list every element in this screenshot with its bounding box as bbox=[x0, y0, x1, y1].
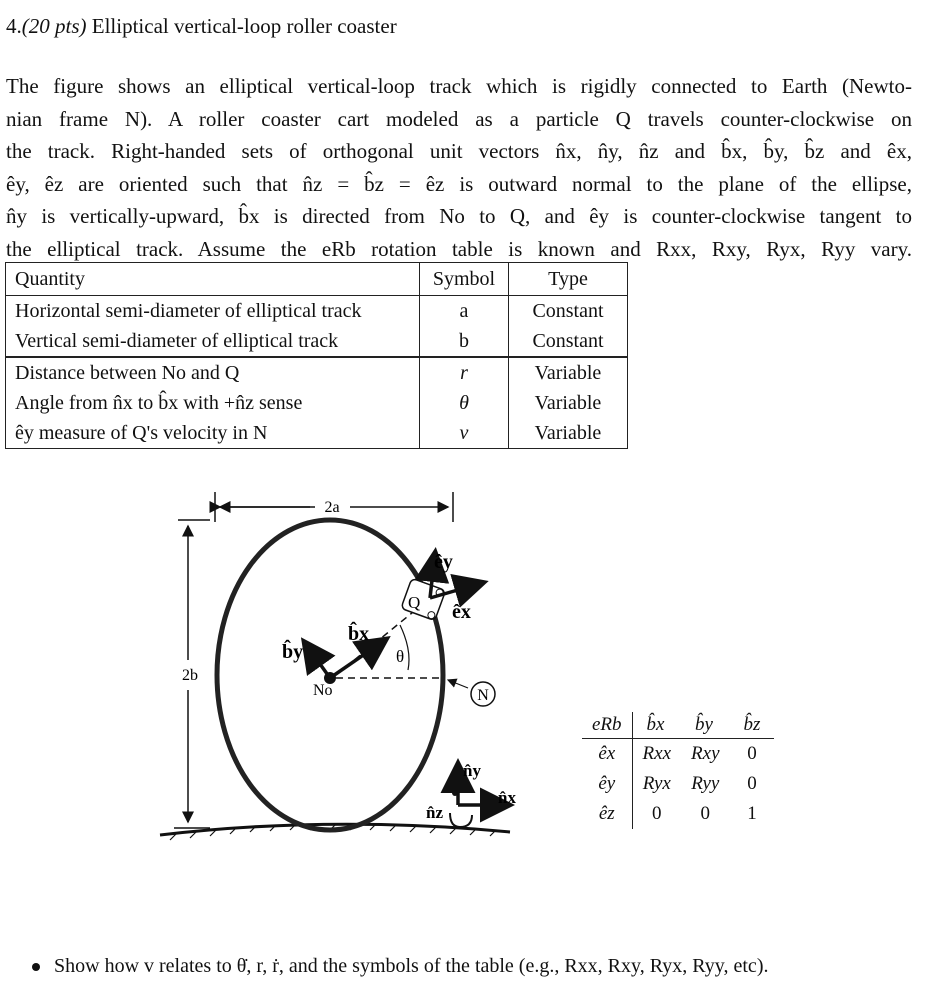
rotation-table-cell: Rxx bbox=[642, 743, 672, 764]
problem-number: 4. bbox=[6, 14, 22, 38]
quantity-table bbox=[5, 262, 628, 449]
table-cell: Angle from n̂x to b̂x with +n̂z sense bbox=[6, 388, 420, 418]
table-header: Quantity bbox=[6, 263, 420, 296]
paragraph-line: n̂y is vertically-upward, b̂x is directed from No to Q, and êy is counter-clockwise tangent to bbox=[6, 204, 912, 229]
table-cell: Constant bbox=[509, 326, 628, 357]
paragraph-line: nian frame N). A roller coaster cart modeled as a particle Q travels counter-clockwise on bbox=[6, 106, 912, 131]
table-cell: b bbox=[420, 326, 509, 357]
label-ny: n̂y bbox=[463, 761, 481, 780]
table-header: Symbol bbox=[420, 263, 509, 296]
table-cell: Horizontal semi-diameter of elliptical track bbox=[6, 296, 420, 327]
table-cell: Variable bbox=[509, 418, 628, 449]
rotation-table-cell: Rxy bbox=[691, 743, 720, 764]
table-row bbox=[6, 418, 628, 449]
table-header: Type bbox=[509, 263, 628, 296]
table-cell: Variable bbox=[509, 357, 628, 388]
rotation-table-cell: 0 bbox=[747, 773, 757, 794]
table-cell: Variable bbox=[509, 388, 628, 418]
table-cell: a bbox=[420, 296, 509, 327]
label-nx: n̂x bbox=[498, 788, 516, 807]
label-ey: êy bbox=[434, 551, 453, 573]
problem-description bbox=[6, 70, 912, 266]
problem-heading bbox=[6, 14, 397, 39]
label-Q: Q bbox=[408, 593, 421, 612]
problem-title: Elliptical vertical-loop roller coaster bbox=[91, 14, 397, 38]
rotation-table-row-header: êx bbox=[582, 739, 632, 770]
table-row bbox=[6, 326, 628, 357]
label-bx: b̂x bbox=[348, 623, 370, 645]
n-frame-axes bbox=[426, 761, 516, 827]
rotation-table-cell: 1 bbox=[747, 803, 757, 824]
bullet-dot bbox=[32, 963, 40, 971]
label-theta: θ bbox=[396, 647, 405, 666]
paragraph-line: The figure shows an elliptical vertical-loop track which is rigidly connected to Earth (Newto- bbox=[6, 74, 912, 98]
label-2a: 2a bbox=[324, 499, 340, 516]
table-cell: θ bbox=[420, 388, 509, 418]
dimension-2a bbox=[215, 492, 453, 522]
table-cell: Distance between No and Q bbox=[6, 357, 420, 388]
rotation-table bbox=[582, 712, 774, 829]
task-bullet bbox=[32, 955, 768, 978]
by-vector bbox=[305, 643, 330, 678]
problem-points: (20 pts) bbox=[21, 14, 87, 38]
rotation-table-cell: 0 bbox=[747, 743, 757, 764]
rotation-table-row-header: êz bbox=[582, 799, 632, 829]
dimension-2b bbox=[174, 520, 210, 828]
roller-coaster-figure bbox=[150, 480, 550, 850]
table-cell: Vertical semi-diameter of elliptical track bbox=[6, 326, 420, 357]
table-cell: v bbox=[420, 418, 509, 449]
task-text: Show how v relates to θ̇, r, ṙ, and the symbols of the table (e.g., Rxx, Rxy, Ryx, Ryy, etc). bbox=[54, 955, 769, 977]
table-cell: r bbox=[420, 357, 509, 388]
table-cell: êy measure of Q's velocity in N bbox=[6, 418, 420, 449]
bx-vector bbox=[330, 640, 385, 678]
label-nz: n̂z bbox=[426, 803, 443, 822]
label-ex: êx bbox=[452, 601, 471, 623]
rotation-table-col-header: b̂z bbox=[730, 712, 775, 739]
rotation-table-row-header: êy bbox=[582, 769, 632, 799]
paragraph-line: the elliptical track. Assume the eRb rotation table is known and Rxx, Rxy, Ryx, Ryy vary. bbox=[6, 236, 912, 261]
label-No: No bbox=[313, 682, 333, 699]
paragraph-line: the track. Right-handed sets of orthogonal unit vectors n̂x, n̂y, n̂z and b̂x, b̂y, b̂z and êx, bbox=[6, 139, 912, 164]
rotation-table-col-header: b̂y bbox=[681, 712, 729, 739]
table-row bbox=[6, 388, 628, 418]
rotation-table-cell: Ryx bbox=[642, 773, 671, 794]
label-by: b̂y bbox=[282, 641, 304, 663]
table-row bbox=[6, 357, 628, 388]
paragraph-line: êy, êz are oriented such that n̂z = b̂z = êz is outward normal to the plane of the ellipse, bbox=[6, 171, 912, 196]
rotation-table-corner: eRb bbox=[582, 712, 632, 739]
table-cell: Constant bbox=[509, 296, 628, 327]
label-2b: 2b bbox=[182, 667, 198, 684]
rotation-table-cell: 0 bbox=[652, 803, 662, 824]
rotation-table-cell: 0 bbox=[700, 803, 711, 824]
table-row bbox=[6, 296, 628, 327]
rotation-table-col-header: b̂x bbox=[632, 712, 681, 739]
label-N: N bbox=[477, 687, 489, 704]
rotation-table-cell: Ryy bbox=[691, 773, 720, 794]
